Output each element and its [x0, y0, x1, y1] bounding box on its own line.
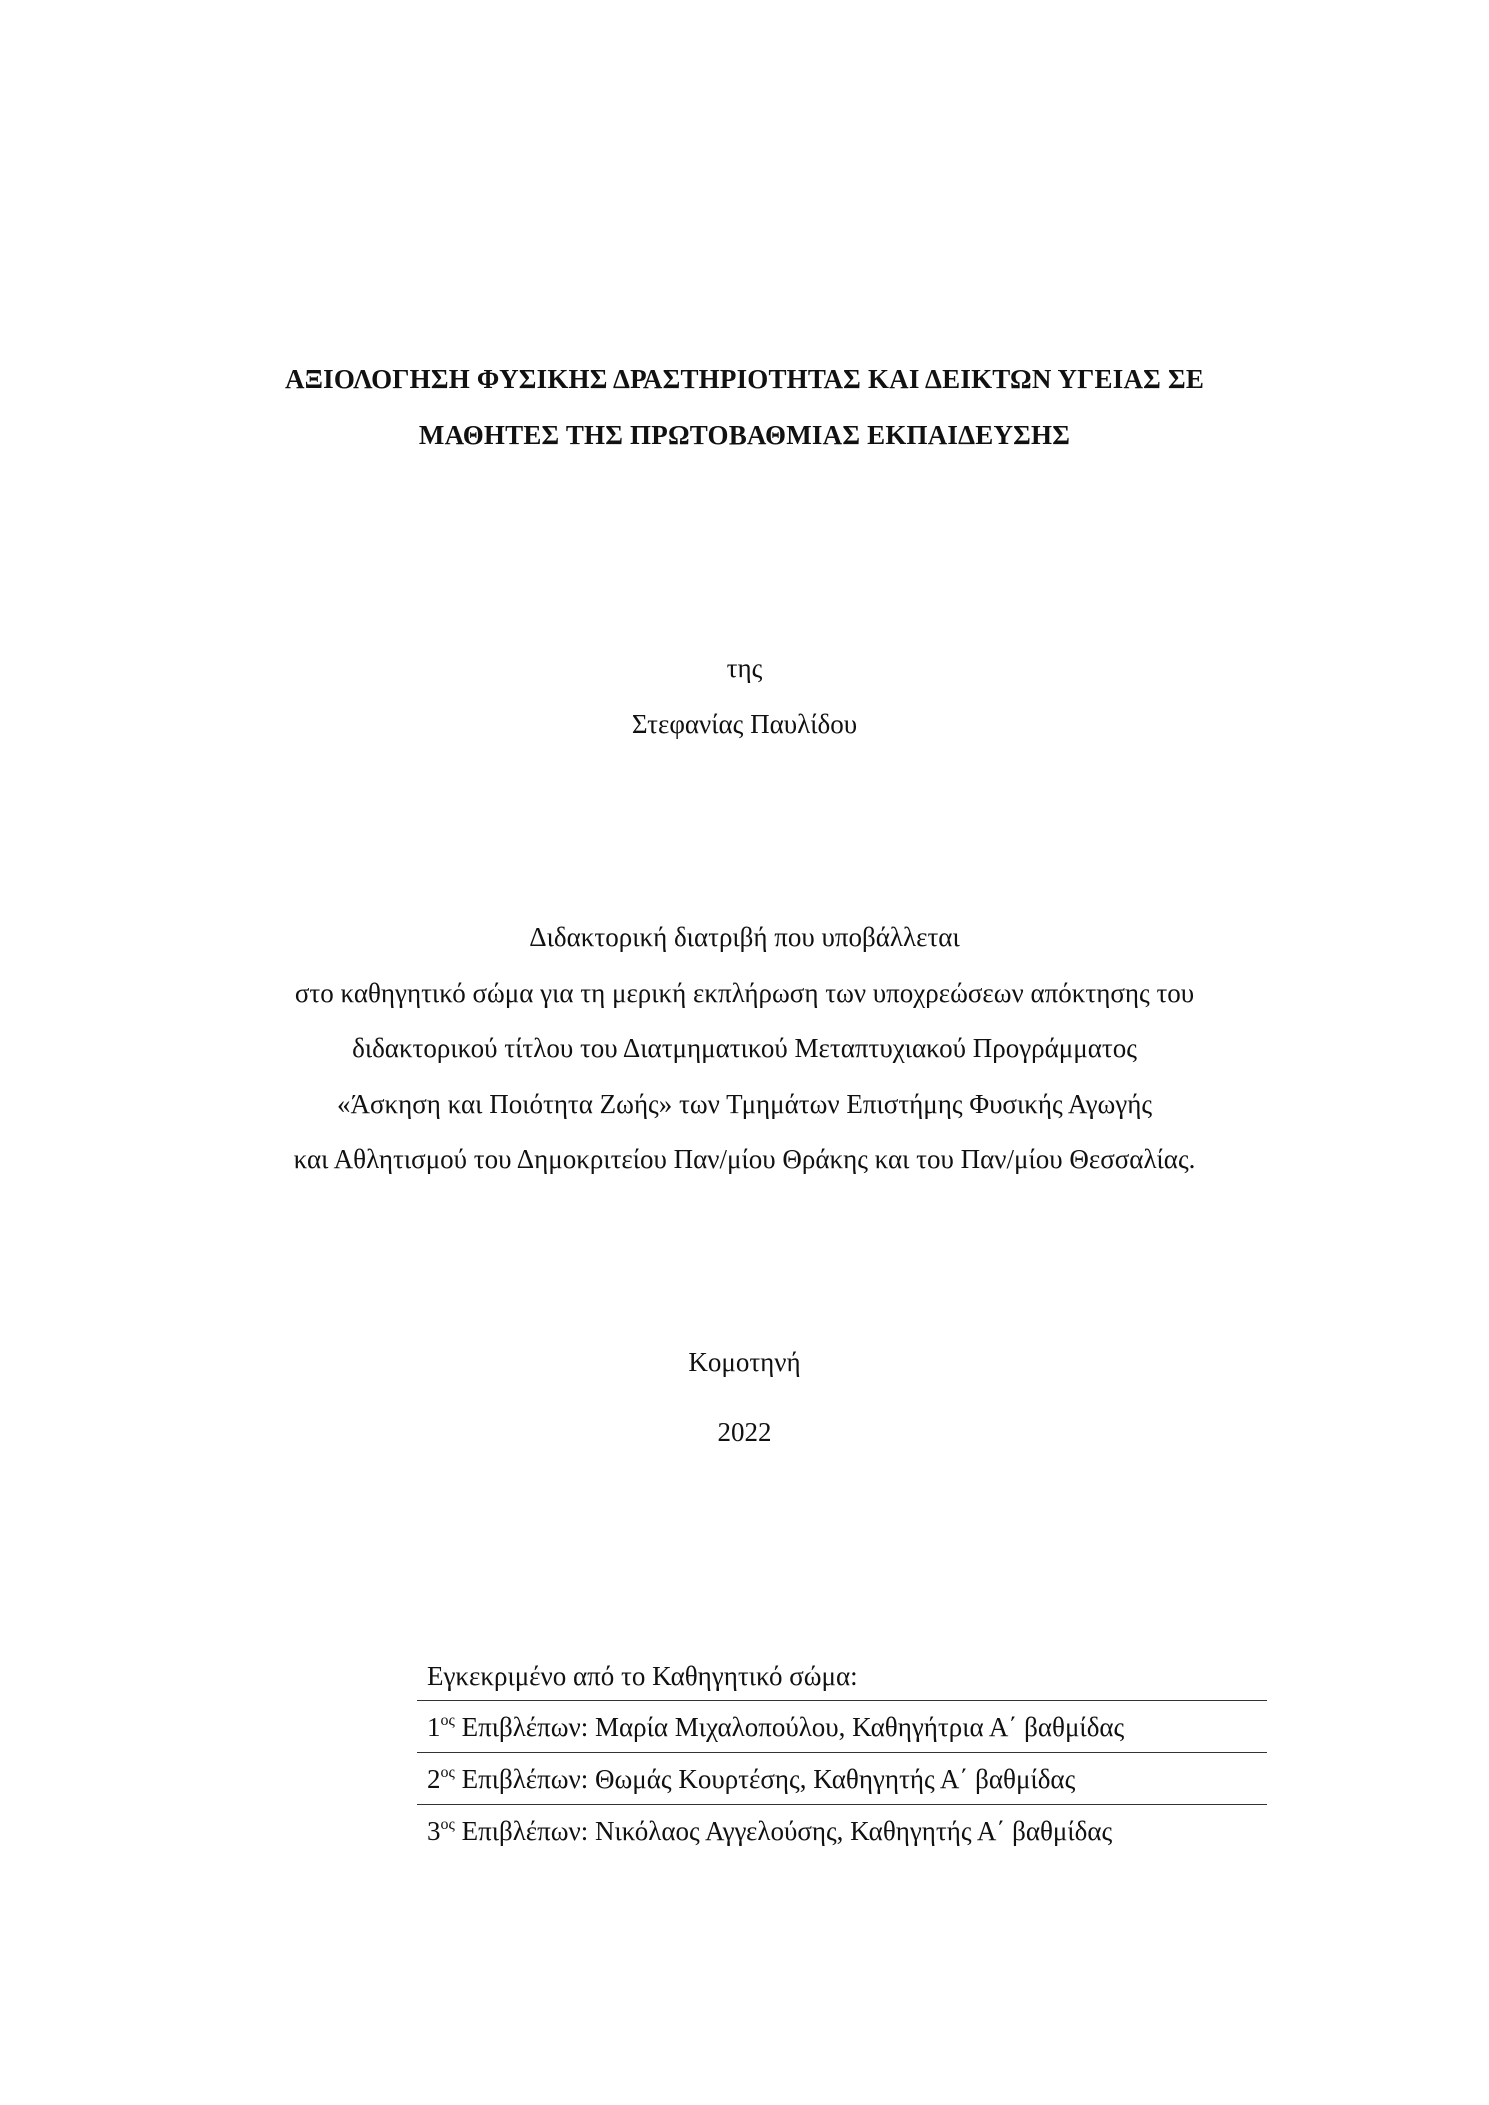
supervisor-number: 2: [427, 1764, 441, 1794]
description-line-1: Διδακτορική διατριβή που υποβάλλεται: [529, 922, 960, 952]
supervisor-text: Επιβλέπων: Νικόλαος Αγγελούσης, Καθηγητής Α΄ βαθμίδας: [454, 1816, 1113, 1846]
supervisor-number: 3: [427, 1816, 441, 1846]
supervisor-row-3: [417, 1805, 1267, 1856]
place: Κομοτηνή: [688, 1347, 801, 1377]
supervisor-text: Επιβλέπων: Μαρία Μιχαλοπούλου, Καθηγήτρια Α΄ βαθμίδας: [454, 1712, 1125, 1742]
year: 2022: [717, 1417, 772, 1447]
supervisor-ordinal: ος: [440, 1764, 455, 1781]
supervisor-ordinal: ος: [440, 1712, 455, 1729]
supervisor-text: Επιβλέπων: Θωμάς Κουρτέσης, Καθηγητής Α΄ βαθμίδας: [454, 1764, 1076, 1794]
approval-committee: [417, 1652, 1267, 1856]
supervisor-number: 1: [427, 1712, 441, 1742]
thesis-title: [0, 351, 1489, 463]
description-line-5: και Αθλητισμού του Δημοκριτείου Παν/μίου Θράκης και του Παν/μίου Θεσσαλίας.: [293, 1144, 1196, 1174]
supervisor-row-2: [417, 1753, 1267, 1805]
supervisor-row-1: [417, 1701, 1267, 1753]
thesis-title-line-1: ΑΞΙΟΛΟΓΗΣΗ ΦΥΣΙΚΗΣ ΔΡΑΣΤΗΡΙΟΤΗΤΑΣ ΚΑΙ ΔΕΙΚΤΩΝ ΥΓΕΙΑΣ ΣΕ: [284, 364, 1205, 394]
description-line-3: διδακτορικού τίτλου του Διατμηματικού Μεταπτυχιακού Προγράμματος: [352, 1033, 1137, 1063]
thesis-description: [0, 910, 1489, 1188]
description-line-2: στο καθηγητικό σώμα για τη μερική εκπλήρωση των υποχρεώσεων απόκτησης του: [294, 977, 1195, 1008]
author-prefix: της: [726, 653, 763, 683]
supervisor-ordinal: ος: [440, 1816, 455, 1833]
description-line-4: «Άσκηση και Ποιότητα Ζωής» των Τμημάτων Επιστήμης Φυσικής Αγωγής: [336, 1088, 1153, 1119]
author-block: [0, 640, 1489, 752]
approval-heading: Εγκεκριμένο από το Καθηγητικό σώμα:: [417, 1652, 1267, 1701]
thesis-title-line-2: ΜΑΘΗΤΕΣ ΤΗΣ ΠΡΩΤΟΒΑΘΜΙΑΣ ΕΚΠΑΙΔΕΥΣΗΣ: [418, 420, 1071, 450]
author-name: Στεφανίας Παυλίδου: [631, 709, 858, 739]
